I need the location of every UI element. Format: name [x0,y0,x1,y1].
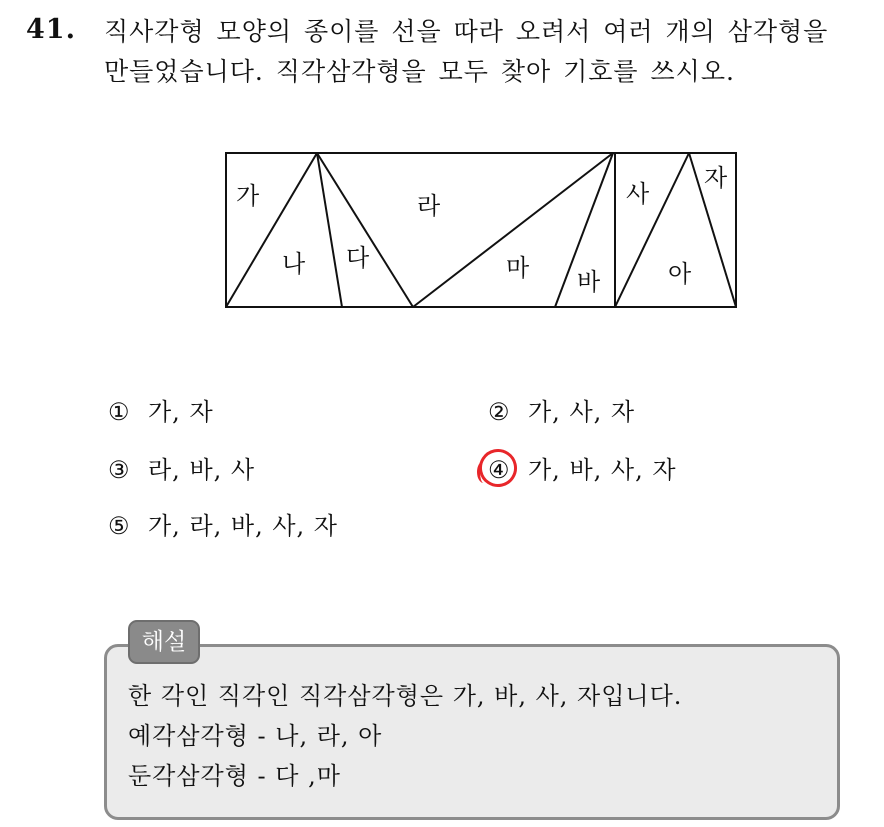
choice-4-number-wrap [488,456,528,484]
question-text [104,12,874,92]
triangle-figure [220,146,744,314]
choice-4[interactable] [488,450,677,485]
choice-3-number: ③ [108,456,131,484]
cut-line-na-da [317,153,342,307]
question-line-1: 직사각형 모양의 종이를 선을 따라 오려서 여러 개의 삼각형을 [104,17,829,46]
label-ba: 바 [577,268,601,296]
choice-3[interactable] [108,450,255,485]
cut-line-ga-na [226,153,317,307]
cut-line-da-ra [317,153,413,307]
label-ma: 마 [506,254,530,282]
choice-4-number: ④ [488,456,511,484]
question-line-2: 만들었습니다. 직각삼각형을 모두 찾아 기호를 쓰시오. [104,57,735,86]
choice-2[interactable] [488,392,635,427]
choice-1-text: 가, 자 [148,398,214,426]
explanation-line-3: 둔각삼각형 - 다 ,마 [128,762,341,790]
explanation-line-1: 한 각인 직각인 직각삼각형은 가, 바, 사, 자입니다. [128,682,683,710]
choice-5-text: 가, 라, 바, 사, 자 [148,512,338,540]
label-a: 아 [668,260,692,288]
choice-2-number: ② [488,398,511,426]
choice-4-text: 가, 바, 사, 자 [528,456,677,484]
explanation-line-2: 예각삼각형 - 나, 라, 아 [128,722,383,750]
choice-5[interactable] [108,506,338,541]
explanation-text [128,676,682,796]
choice-1-number: ① [108,398,131,426]
label-sa: 사 [626,180,650,208]
choice-1[interactable] [108,392,214,427]
explanation-tag: 해설 [128,620,200,664]
choice-2-text: 가, 사, 자 [528,398,636,426]
triangle-figure-svg [220,146,744,314]
label-ga: 가 [236,182,260,210]
label-da: 다 [346,244,370,272]
label-ja: 자 [704,164,728,192]
cut-lines [226,153,736,307]
label-ra: 라 [417,192,441,220]
answer-circle-mark-tail [477,461,490,483]
question-number: 41. [26,14,76,45]
label-na: 나 [282,250,306,278]
choice-3-text: 라, 바, 사 [148,456,256,484]
choice-5-number: ⑤ [108,512,131,540]
